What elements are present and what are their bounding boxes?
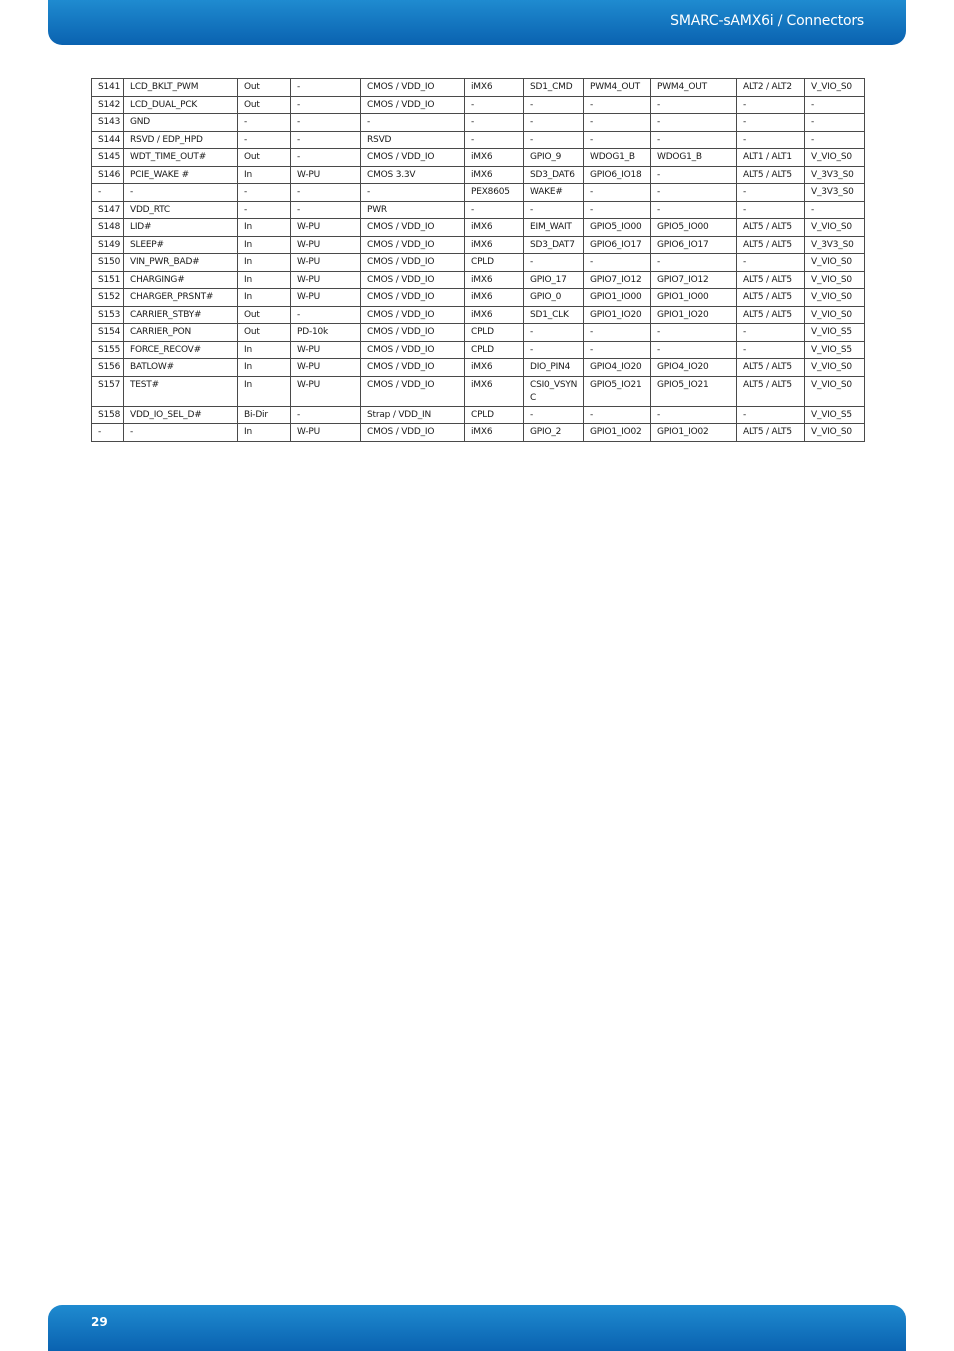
table-cell: W-PU <box>291 359 361 377</box>
table-cell: iMX6 <box>465 289 524 307</box>
table-cell: W-PU <box>291 271 361 289</box>
table-cell: ALT5 / ALT5 <box>737 271 805 289</box>
table-cell: PWM4_OUT <box>584 79 651 97</box>
table-cell: CPLD <box>465 341 524 359</box>
table-cell: CHARGER_PRSNT# <box>124 289 238 307</box>
table-cell: VDD_IO_SEL_D# <box>124 406 238 424</box>
table-cell: V_VIO_S5 <box>805 324 865 342</box>
table-cell: S152 <box>92 289 124 307</box>
table-cell: iMX6 <box>465 359 524 377</box>
table-cell: In <box>238 341 291 359</box>
table-cell: WDOG1_B <box>584 149 651 167</box>
table-cell: - <box>92 184 124 202</box>
table-cell: - <box>238 114 291 132</box>
table-cell: CMOS / VDD_IO <box>361 341 465 359</box>
table-cell: GPIO7_IO12 <box>651 271 737 289</box>
table-cell: - <box>524 96 584 114</box>
table-cell: In <box>238 271 291 289</box>
table-cell: ALT5 / ALT5 <box>737 359 805 377</box>
table-cell: - <box>291 79 361 97</box>
table-cell: - <box>291 114 361 132</box>
table-cell: - <box>124 184 238 202</box>
table-cell: ALT5 / ALT5 <box>737 424 805 442</box>
table-cell: GPIO1_IO00 <box>584 289 651 307</box>
table-cell: V_VIO_S0 <box>805 149 865 167</box>
table-cell: W-PU <box>291 376 361 406</box>
table-row <box>92 341 865 359</box>
table-cell: S155 <box>92 341 124 359</box>
table-cell: SD1_CMD <box>524 79 584 97</box>
table-row <box>92 376 865 406</box>
table-row <box>92 149 865 167</box>
table-cell: GPIO5_IO21 <box>651 376 737 406</box>
table-row <box>92 359 865 377</box>
table-cell: - <box>805 114 865 132</box>
table-cell: WDOG1_B <box>651 149 737 167</box>
table-cell: CMOS / VDD_IO <box>361 79 465 97</box>
table-cell: LCD_BKLT_PWM <box>124 79 238 97</box>
table-cell: W-PU <box>291 166 361 184</box>
table-cell: - <box>584 341 651 359</box>
table-row <box>92 289 865 307</box>
table-cell: - <box>361 184 465 202</box>
table-cell: - <box>805 131 865 149</box>
table-cell: GPIO1_IO02 <box>584 424 651 442</box>
table-cell: - <box>465 201 524 219</box>
table-cell: CMOS / VDD_IO <box>361 289 465 307</box>
table-cell: GPIO6_IO17 <box>651 236 737 254</box>
table-cell: GPIO4_IO20 <box>584 359 651 377</box>
table-cell: Out <box>238 324 291 342</box>
table-cell: - <box>737 131 805 149</box>
table-cell: GPIO1_IO00 <box>651 289 737 307</box>
table-cell: V_VIO_S0 <box>805 306 865 324</box>
table-cell: - <box>805 96 865 114</box>
table-cell: WDT_TIME_OUT# <box>124 149 238 167</box>
table-cell: - <box>524 341 584 359</box>
table-cell: In <box>238 359 291 377</box>
page-header <box>48 0 906 45</box>
table-cell: GPIO4_IO20 <box>651 359 737 377</box>
table-cell: S153 <box>92 306 124 324</box>
table-cell: - <box>737 201 805 219</box>
table-cell: - <box>737 184 805 202</box>
table-cell: BATLOW# <box>124 359 238 377</box>
table-cell: - <box>238 201 291 219</box>
table-cell: EIM_WAIT <box>524 219 584 237</box>
table-cell: - <box>291 306 361 324</box>
table-cell: S156 <box>92 359 124 377</box>
table-cell: - <box>805 201 865 219</box>
table-cell: iMX6 <box>465 271 524 289</box>
table-cell: ALT5 / ALT5 <box>737 289 805 307</box>
table-cell: GPIO1_IO20 <box>584 306 651 324</box>
table-cell: S150 <box>92 254 124 272</box>
table-cell: S144 <box>92 131 124 149</box>
table-cell: CHARGING# <box>124 271 238 289</box>
table-cell: CARRIER_PON <box>124 324 238 342</box>
table-cell: CARRIER_STBY# <box>124 306 238 324</box>
table-cell: SD3_DAT7 <box>524 236 584 254</box>
table-cell: CSI0_VSYNC <box>524 376 584 406</box>
table-cell: V_VIO_S0 <box>805 376 865 406</box>
table-cell: SLEEP# <box>124 236 238 254</box>
table-cell: Out <box>238 306 291 324</box>
table-cell: CPLD <box>465 324 524 342</box>
table-cell: V_VIO_S0 <box>805 359 865 377</box>
table-cell: - <box>584 254 651 272</box>
table-cell: S158 <box>92 406 124 424</box>
table-cell: GPIO_9 <box>524 149 584 167</box>
table-cell: PCIE_WAKE # <box>124 166 238 184</box>
table-cell: V_VIO_S5 <box>805 341 865 359</box>
table-cell: iMX6 <box>465 166 524 184</box>
table-cell: - <box>737 114 805 132</box>
table-cell: SD3_DAT6 <box>524 166 584 184</box>
table-cell: VIN_PWR_BAD# <box>124 254 238 272</box>
table-cell: In <box>238 424 291 442</box>
table-cell: CMOS / VDD_IO <box>361 236 465 254</box>
table-cell: W-PU <box>291 424 361 442</box>
table-cell: CMOS / VDD_IO <box>361 254 465 272</box>
table-cell: GPIO1_IO02 <box>651 424 737 442</box>
table-cell: CMOS 3.3V <box>361 166 465 184</box>
table-cell: PWR <box>361 201 465 219</box>
table-cell: PWM4_OUT <box>651 79 737 97</box>
table-cell: ALT2 / ALT2 <box>737 79 805 97</box>
table-cell: - <box>584 114 651 132</box>
table-cell: - <box>584 406 651 424</box>
table-cell: iMX6 <box>465 306 524 324</box>
table-cell: Out <box>238 79 291 97</box>
table-cell: W-PU <box>291 236 361 254</box>
table-cell: - <box>651 166 737 184</box>
table-cell: - <box>291 149 361 167</box>
table-cell: S157 <box>92 376 124 406</box>
table-cell: - <box>651 131 737 149</box>
table-cell: - <box>651 406 737 424</box>
table-row <box>92 254 865 272</box>
table-cell: - <box>737 254 805 272</box>
table-cell: GPIO_17 <box>524 271 584 289</box>
table-row <box>92 424 865 442</box>
table-cell: - <box>291 184 361 202</box>
table-cell: - <box>524 131 584 149</box>
table-cell: GPIO_0 <box>524 289 584 307</box>
table-cell: In <box>238 254 291 272</box>
table-cell: V_3V3_S0 <box>805 166 865 184</box>
table-cell: LCD_DUAL_PCK <box>124 96 238 114</box>
table-cell: GPIO5_IO00 <box>651 219 737 237</box>
table-cell: CMOS / VDD_IO <box>361 324 465 342</box>
table-cell: S142 <box>92 96 124 114</box>
table-cell: - <box>92 424 124 442</box>
table-cell: - <box>737 324 805 342</box>
table-cell: In <box>238 376 291 406</box>
table-cell: - <box>238 131 291 149</box>
table-cell: - <box>465 114 524 132</box>
table-cell: S148 <box>92 219 124 237</box>
table-cell: V_VIO_S0 <box>805 219 865 237</box>
table-cell: iMX6 <box>465 236 524 254</box>
table-row <box>92 201 865 219</box>
table-cell: GPIO7_IO12 <box>584 271 651 289</box>
table-cell: LID# <box>124 219 238 237</box>
table-cell: iMX6 <box>465 424 524 442</box>
table-cell: In <box>238 236 291 254</box>
table-row <box>92 79 865 97</box>
table-cell: - <box>651 324 737 342</box>
table-cell: S143 <box>92 114 124 132</box>
table-cell: In <box>238 289 291 307</box>
table-cell: iMX6 <box>465 376 524 406</box>
table-cell: W-PU <box>291 341 361 359</box>
table-cell: V_VIO_S0 <box>805 271 865 289</box>
table-cell: - <box>124 424 238 442</box>
table-cell: V_VIO_S0 <box>805 79 865 97</box>
table-cell: S147 <box>92 201 124 219</box>
table-cell: - <box>291 201 361 219</box>
table-cell: - <box>651 184 737 202</box>
table-cell: V_3V3_S0 <box>805 236 865 254</box>
table-cell: - <box>584 184 651 202</box>
table-cell: - <box>291 406 361 424</box>
table-cell: TEST# <box>124 376 238 406</box>
table-cell: - <box>651 96 737 114</box>
table-cell: iMX6 <box>465 149 524 167</box>
table-cell: - <box>737 406 805 424</box>
table-cell: GPIO5_IO21 <box>584 376 651 406</box>
table-cell: In <box>238 166 291 184</box>
table-cell: CPLD <box>465 254 524 272</box>
table-cell: - <box>584 324 651 342</box>
table-cell: - <box>584 96 651 114</box>
table-cell: V_VIO_S5 <box>805 406 865 424</box>
table-cell: CMOS / VDD_IO <box>361 219 465 237</box>
table-cell: RSVD <box>361 131 465 149</box>
table-row <box>92 324 865 342</box>
table-cell: - <box>524 254 584 272</box>
table-cell: In <box>238 219 291 237</box>
table-cell: - <box>524 114 584 132</box>
table-cell: PD-10k <box>291 324 361 342</box>
table-cell: Bi-Dir <box>238 406 291 424</box>
table-cell: Strap / VDD_IN <box>361 406 465 424</box>
table-cell: Out <box>238 96 291 114</box>
table-cell: Out <box>238 149 291 167</box>
table-cell: iMX6 <box>465 79 524 97</box>
table-cell: CMOS / VDD_IO <box>361 359 465 377</box>
table-cell: S145 <box>92 149 124 167</box>
table-cell: S146 <box>92 166 124 184</box>
page-number: 29 <box>91 1315 108 1329</box>
table-cell: V_VIO_S0 <box>805 424 865 442</box>
pin-table-body <box>92 79 865 442</box>
header-title: SMARC-sAMX6i / Connectors <box>670 13 864 29</box>
table-cell: - <box>651 201 737 219</box>
table-cell: GPIO6_IO18 <box>584 166 651 184</box>
table-cell: - <box>651 114 737 132</box>
table-cell: PEX8605 <box>465 184 524 202</box>
table-row <box>92 114 865 132</box>
table-cell: - <box>361 114 465 132</box>
table-row <box>92 96 865 114</box>
table-cell: SD1_CLK <box>524 306 584 324</box>
table-cell: ALT5 / ALT5 <box>737 219 805 237</box>
table-cell: V_VIO_S0 <box>805 254 865 272</box>
table-cell: - <box>737 341 805 359</box>
table-cell: - <box>737 96 805 114</box>
table-cell: V_3V3_S0 <box>805 184 865 202</box>
table-cell: CMOS / VDD_IO <box>361 271 465 289</box>
table-cell: CPLD <box>465 406 524 424</box>
table-cell: - <box>291 131 361 149</box>
table-cell: GND <box>124 114 238 132</box>
table-cell: DIO_PIN4 <box>524 359 584 377</box>
table-cell: FORCE_RECOV# <box>124 341 238 359</box>
table-cell: S154 <box>92 324 124 342</box>
table-cell: RSVD / EDP_HPD <box>124 131 238 149</box>
table-cell: - <box>651 341 737 359</box>
table-cell: - <box>524 406 584 424</box>
table-cell: GPIO5_IO00 <box>584 219 651 237</box>
table-cell: CMOS / VDD_IO <box>361 376 465 406</box>
table-cell: CMOS / VDD_IO <box>361 149 465 167</box>
table-row <box>92 166 865 184</box>
table-cell: ALT5 / ALT5 <box>737 166 805 184</box>
table-row <box>92 306 865 324</box>
table-cell: CMOS / VDD_IO <box>361 424 465 442</box>
table-cell: ALT5 / ALT5 <box>737 306 805 324</box>
table-cell: S151 <box>92 271 124 289</box>
table-cell: - <box>465 96 524 114</box>
table-cell: - <box>584 201 651 219</box>
table-row <box>92 406 865 424</box>
table-cell: CMOS / VDD_IO <box>361 306 465 324</box>
table-row <box>92 236 865 254</box>
table-cell: ALT1 / ALT1 <box>737 149 805 167</box>
table-row <box>92 184 865 202</box>
page-footer <box>48 1305 906 1351</box>
table-cell: - <box>524 201 584 219</box>
pin-table <box>91 78 865 442</box>
table-cell: - <box>524 324 584 342</box>
table-cell: V_VIO_S0 <box>805 289 865 307</box>
table-cell: - <box>465 131 524 149</box>
table-cell: W-PU <box>291 254 361 272</box>
table-row <box>92 271 865 289</box>
table-cell: S141 <box>92 79 124 97</box>
table-cell: GPIO6_IO17 <box>584 236 651 254</box>
table-cell: W-PU <box>291 289 361 307</box>
table-cell: - <box>291 96 361 114</box>
table-cell: ALT5 / ALT5 <box>737 236 805 254</box>
table-cell: iMX6 <box>465 219 524 237</box>
table-cell: GPIO_2 <box>524 424 584 442</box>
table-row <box>92 131 865 149</box>
table-cell: - <box>584 131 651 149</box>
table-cell: W-PU <box>291 219 361 237</box>
table-cell: ALT5 / ALT5 <box>737 376 805 406</box>
table-cell: GPIO1_IO20 <box>651 306 737 324</box>
table-cell: - <box>651 254 737 272</box>
table-cell: WAKE# <box>524 184 584 202</box>
table-cell: - <box>238 184 291 202</box>
table-row <box>92 219 865 237</box>
table-cell: VDD_RTC <box>124 201 238 219</box>
table-cell: S149 <box>92 236 124 254</box>
table-cell: CMOS / VDD_IO <box>361 96 465 114</box>
